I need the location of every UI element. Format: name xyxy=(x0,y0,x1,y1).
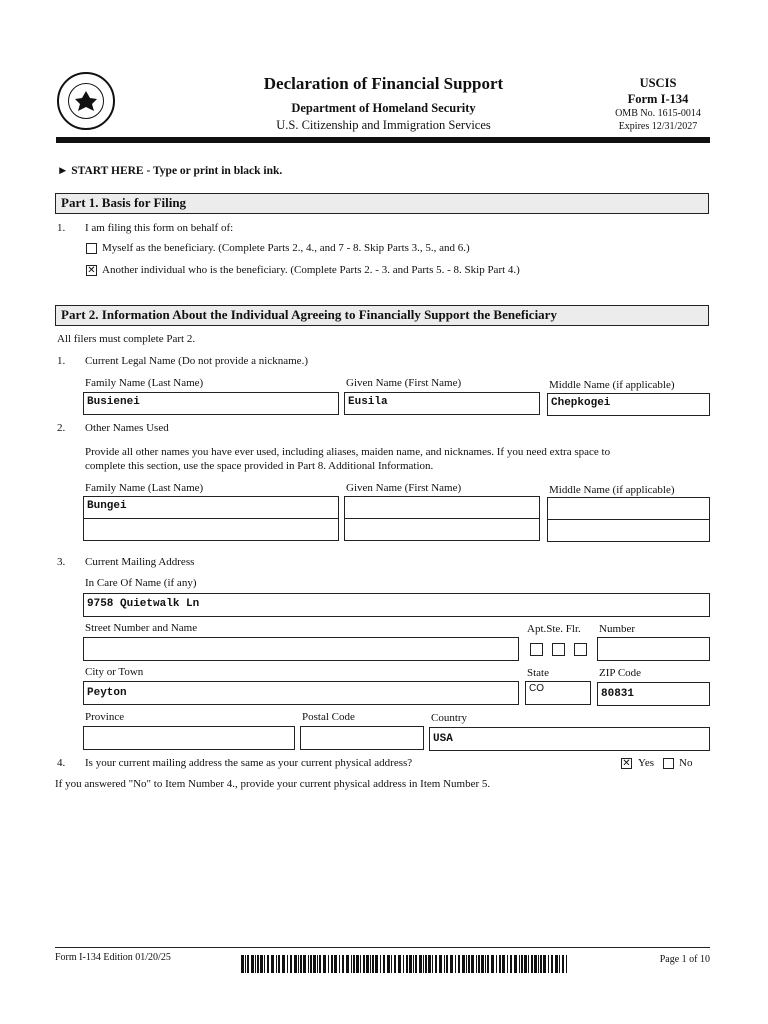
province-field[interactable] xyxy=(83,726,295,750)
barcode-bar xyxy=(435,955,437,973)
barcode-bar xyxy=(298,955,299,973)
barcode-bar xyxy=(353,955,355,973)
barcode-bar xyxy=(423,955,424,973)
barcode-bar xyxy=(290,955,292,973)
barcode-bar xyxy=(534,955,537,973)
barcode-bar xyxy=(383,955,385,973)
form-number: Form I-134 xyxy=(627,92,689,106)
barcode-bar xyxy=(391,955,392,973)
barcode-bar xyxy=(462,955,465,973)
barcode-bar xyxy=(566,955,567,973)
barcode-bar xyxy=(485,955,486,973)
barcode-bar xyxy=(519,955,520,973)
barcode-bar xyxy=(478,955,480,973)
country-field[interactable] xyxy=(429,727,710,751)
barcode-bar xyxy=(531,955,533,973)
family-name-field[interactable] xyxy=(83,392,339,415)
apt-number-field[interactable] xyxy=(597,637,710,661)
barcode-bar xyxy=(468,955,470,973)
barcode-bar xyxy=(538,955,539,973)
barcode-bar xyxy=(351,955,352,973)
barcode-bar xyxy=(476,955,477,973)
barcode-bar xyxy=(303,955,306,973)
street-field[interactable] xyxy=(83,637,519,661)
barcode-bar xyxy=(247,955,249,973)
given-name-label: Given Name (First Name) xyxy=(346,377,462,389)
care-of-name-label: In Care Of Name (if any) xyxy=(85,577,197,589)
barcode-bar xyxy=(559,955,560,973)
family-name-label: Family Name (Last Name) xyxy=(85,377,204,389)
barcode-bar xyxy=(380,955,381,973)
barcode-bar xyxy=(481,955,484,973)
barcode-bar xyxy=(313,955,316,973)
ste-checkbox[interactable] xyxy=(552,643,565,656)
barcode-bar xyxy=(241,955,244,973)
barcode-bar xyxy=(446,955,448,973)
barcode-bar xyxy=(339,955,340,973)
barcode-bar xyxy=(419,955,422,973)
barcode-bar xyxy=(455,955,456,973)
barcode-bar xyxy=(555,955,558,973)
header-rule xyxy=(56,137,710,143)
flr-checkbox[interactable] xyxy=(574,643,587,656)
zip-value: 80831 xyxy=(601,688,635,700)
postal-code-field[interactable] xyxy=(300,726,424,750)
barcode-bar xyxy=(260,955,263,973)
zip-field[interactable] xyxy=(597,682,710,706)
city-value: Peyton xyxy=(87,687,127,699)
family-name-value: Busienei xyxy=(87,396,140,408)
barcode-bar xyxy=(398,955,401,973)
barcode-bar xyxy=(278,955,280,973)
other-middle-name-field-1[interactable] xyxy=(547,497,710,520)
barcode-bar xyxy=(375,955,378,973)
barcode-bar xyxy=(439,955,442,973)
barcode-bar xyxy=(264,955,265,973)
barcode-bar xyxy=(245,955,246,973)
apt-checkbox[interactable] xyxy=(530,643,543,656)
barcode-bar xyxy=(356,955,359,973)
agency-name: U.S. Citizenship and Immigration Services xyxy=(276,118,491,132)
other-family-name-label: Family Name (Last Name) xyxy=(85,482,204,494)
care-of-name-value: 9758 Quietwalk Ln xyxy=(87,598,200,610)
beneficiary-other-label: Another individual who is the beneficiary. (Complete Parts 2. - 3. and Parts 5. - 8. Skip Part 4.) xyxy=(102,264,520,276)
barcode-bar xyxy=(403,955,404,973)
country-label: Country xyxy=(431,712,468,724)
barcode-bar xyxy=(319,955,321,973)
barcode-bar xyxy=(543,955,546,973)
barcode-bar xyxy=(363,955,365,973)
barcode-bar xyxy=(300,955,302,973)
barcode-bar xyxy=(428,955,431,973)
barcode-bar xyxy=(370,955,371,973)
province-label: Province xyxy=(85,711,125,723)
other-family-name-value-1: Bungei xyxy=(87,500,127,512)
part2-item2-number: 2. xyxy=(57,422,66,434)
dhs-seal-icon xyxy=(57,72,115,130)
part2-heading xyxy=(55,305,709,326)
other-names-label: Other Names Used xyxy=(85,422,169,434)
barcode-bar xyxy=(524,955,527,973)
part1-heading xyxy=(55,193,709,214)
barcode-bar xyxy=(331,955,333,973)
other-family-name-field-2[interactable] xyxy=(83,518,339,541)
same-address-no-label: No xyxy=(679,757,693,769)
barcode-bar xyxy=(282,955,285,973)
barcode-bar xyxy=(521,955,523,973)
barcode-bar xyxy=(334,955,337,973)
state-label: State xyxy=(527,667,549,679)
barcode-bar xyxy=(323,955,326,973)
same-address-yes-label: Yes xyxy=(638,757,655,769)
part2-item3-number: 3. xyxy=(57,556,66,568)
given-name-value: Eusila xyxy=(348,396,388,408)
part2-item4-number: 4. xyxy=(57,757,66,769)
beneficiary-other-checkbox[interactable]: ✕ xyxy=(87,265,96,276)
mailing-address-label: Current Mailing Address xyxy=(85,556,195,568)
barcode-bar xyxy=(502,955,505,973)
barcode-bar xyxy=(310,955,312,973)
barcode-bar xyxy=(413,955,414,973)
state-value: CO xyxy=(529,683,544,694)
barcode-bar xyxy=(432,955,433,973)
other-middle-name-label: Middle Name (if applicable) xyxy=(549,484,675,496)
barcode-bar xyxy=(287,955,288,973)
expiration-date: Expires 12/31/2027 xyxy=(618,121,698,132)
footer-rule xyxy=(55,947,710,948)
barcode-bar xyxy=(366,955,369,973)
part2-heading-text: Part 2. Information About the Individual Agreeing to Financially Support the Beneficiary xyxy=(61,307,557,322)
barcode-bar xyxy=(540,955,542,973)
barcode-bar xyxy=(308,955,309,973)
part1-item1-number: 1. xyxy=(57,222,66,234)
care-of-name-field[interactable] xyxy=(83,593,710,617)
barcode-bar xyxy=(317,955,318,973)
barcode-bar xyxy=(271,955,274,973)
same-address-question: Is your current mailing address the same as your current physical address? xyxy=(85,757,413,769)
beneficiary-self-checkbox[interactable] xyxy=(86,243,97,254)
barcode-bar xyxy=(257,955,259,973)
barcode-bar xyxy=(328,955,329,973)
part2-item1-number: 1. xyxy=(57,355,66,367)
legal-name-label: Current Legal Name (Do not provide a nickname.) xyxy=(85,355,308,367)
city-label: City or Town xyxy=(85,666,144,678)
barcode-icon xyxy=(241,955,567,973)
city-field[interactable] xyxy=(83,681,519,705)
omb-number: OMB No. 1615-0014 xyxy=(615,108,701,119)
department-name: Department of Homeland Security xyxy=(291,101,476,115)
barcode-bar xyxy=(514,955,517,973)
agency-abbr: USCIS xyxy=(639,76,677,90)
form-edition: Form I-134 Edition 01/20/25 xyxy=(55,952,171,963)
barcode-bar xyxy=(466,955,467,973)
country-value: USA xyxy=(433,733,453,745)
form-title: Declaration of Financial Support xyxy=(263,74,504,93)
state-field[interactable] xyxy=(525,681,591,705)
barcode-bar xyxy=(255,955,256,973)
same-address-no-checkbox[interactable] xyxy=(663,758,674,769)
barcode-bar xyxy=(562,955,564,973)
middle-name-label: Middle Name (if applicable) xyxy=(549,379,675,391)
barcode-bar xyxy=(372,955,374,973)
postal-code-label: Postal Code xyxy=(302,711,355,723)
barcode-bar xyxy=(425,955,427,973)
barcode-bar xyxy=(251,955,254,973)
same-address-yes-checkbox[interactable]: ✕ xyxy=(622,758,631,769)
page-number: Page 1 of 10 xyxy=(659,954,710,965)
other-family-name-field-1[interactable] xyxy=(83,496,339,519)
middle-name-value: Chepkogei xyxy=(551,397,611,409)
barcode-bar xyxy=(387,955,390,973)
barcode-bar xyxy=(471,955,474,973)
part1-item1-label: I am filing this form on behalf of: xyxy=(85,222,234,234)
barcode-bar xyxy=(496,955,497,973)
barcode-bar xyxy=(360,955,361,973)
barcode-bar xyxy=(450,955,453,973)
other-given-name-field-2[interactable] xyxy=(344,518,540,541)
zip-label: ZIP Code xyxy=(599,667,642,679)
barcode-bar xyxy=(551,955,553,973)
barcode-bar xyxy=(528,955,529,973)
barcode-bar xyxy=(444,955,445,973)
barcode-bar xyxy=(507,955,508,973)
barcode-bar xyxy=(406,955,408,973)
part2-intro: All filers must complete Part 2. xyxy=(57,333,196,345)
given-name-field[interactable] xyxy=(344,392,540,415)
barcode-bar xyxy=(276,955,277,973)
other-names-desc-2: complete this section, use the space provided in Part 8. Additional Information. xyxy=(85,460,434,472)
barcode-bar xyxy=(342,955,344,973)
barcode-bar xyxy=(267,955,269,973)
start-here-instruction: ► START HERE - Type or print in black ink. xyxy=(57,165,283,177)
barcode-bar xyxy=(394,955,396,973)
if-no-instruction: If you answered "No" to Item Number 4., provide your current physical address in Item Number 5. xyxy=(55,778,491,790)
barcode-bar xyxy=(346,955,349,973)
barcode-bar xyxy=(548,955,549,973)
street-label: Street Number and Name xyxy=(85,622,198,634)
barcode-bar xyxy=(409,955,412,973)
barcode-bar xyxy=(499,955,501,973)
beneficiary-self-label: Myself as the beneficiary. (Complete Parts 2., 4., and 7 - 8. Skip Parts 3., 5., and 6.) xyxy=(102,242,470,254)
other-given-name-field-1[interactable] xyxy=(344,496,540,519)
barcode-bar xyxy=(487,955,489,973)
barcode-bar xyxy=(491,955,494,973)
barcode-bar xyxy=(510,955,512,973)
barcode-bar xyxy=(415,955,417,973)
number-label: Number xyxy=(599,623,636,635)
part1-heading-text: Part 1. Basis for Filing xyxy=(61,195,187,210)
middle-name-field[interactable] xyxy=(547,393,710,416)
apt-ste-flr-label: Apt.Ste. Flr. xyxy=(527,623,581,635)
other-given-name-label: Given Name (First Name) xyxy=(346,482,462,494)
barcode-bar xyxy=(294,955,297,973)
other-middle-name-field-2[interactable] xyxy=(547,519,710,542)
other-names-desc-1: Provide all other names you have ever used, including aliases, maiden name, and nicknames. If you need extra space to xyxy=(85,446,611,458)
barcode-bar xyxy=(458,955,460,973)
